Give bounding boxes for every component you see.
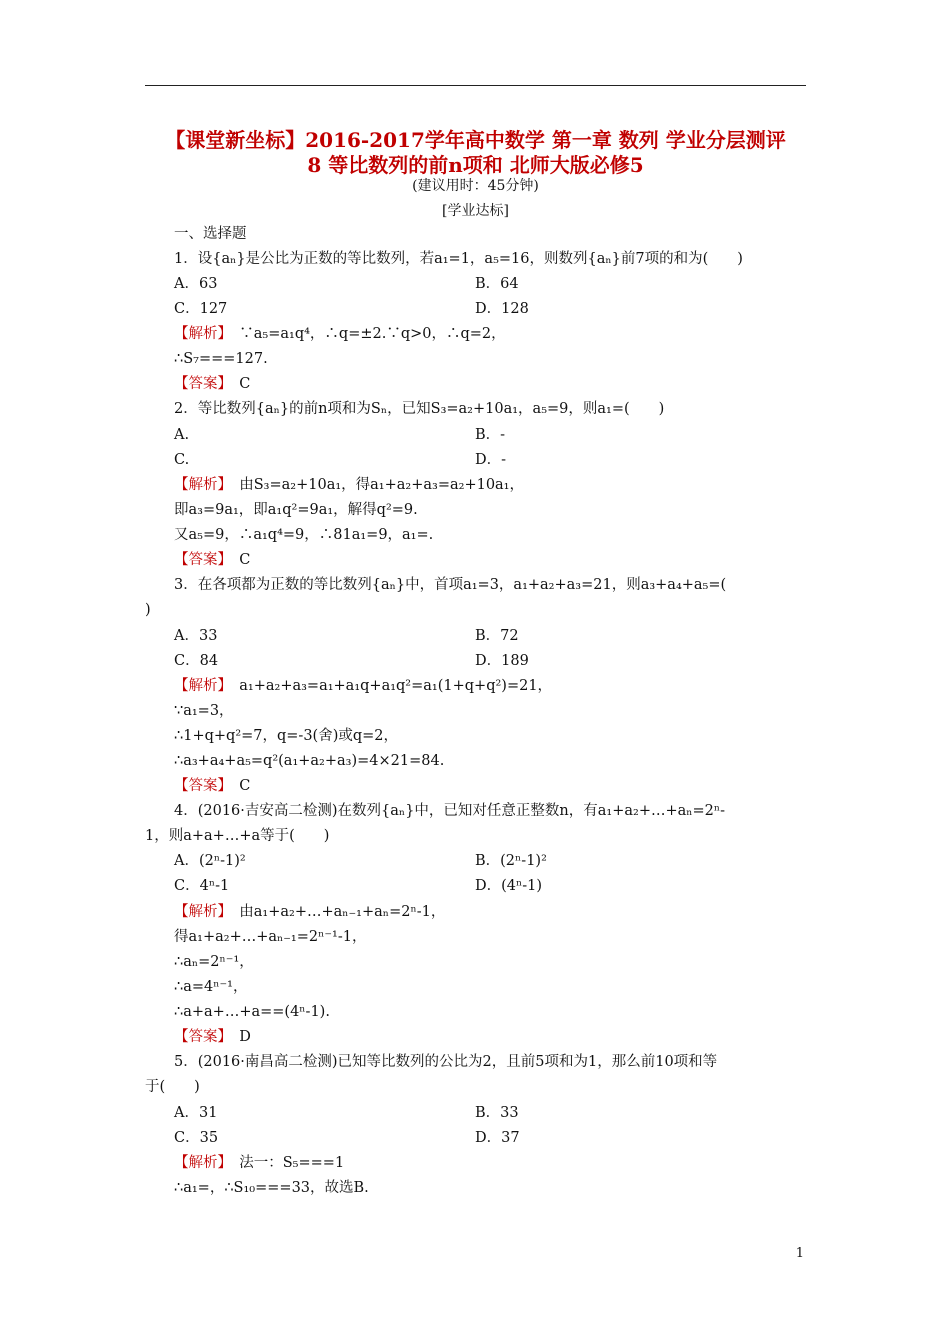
q5-solution-2: ∴a₁=，∴S₁₀===33，故选B. [174,1180,369,1196]
q5-stem-line2: 于( ) [145,1079,200,1095]
q2-solution-2: 即a₃=9a₁，即a₁q²=9a₁，解得q²=9. [174,502,418,518]
q3-stem-line1: 3．在各项都为正数的等比数列{aₙ}中，首项a₁=3，a₁+a₂+a₃=21，则a₃+a₄+a₅=( [174,577,727,593]
q2-option-d: D．- [475,452,507,468]
q3-stem-line2: ) [145,602,151,618]
q3-option-d: D．189 [475,653,529,669]
q2-answer: 【答案】 C [174,552,251,568]
q4-solution-3: ∴aₙ=2ⁿ⁻¹， [174,954,254,970]
q4-option-c: C．4ⁿ-1 [174,878,230,894]
daan-label: 【答案】 [174,376,225,392]
q2-solution-1: 【解析】 由S₃=a₂+10a₁，得a₁+a₂+a₃=a₂+10a₁， [174,477,524,493]
q2-option-c: C. [174,452,190,468]
q3-solution-4: ∴a₃+a₄+a₅=q²(a₁+a₂+a₃)=4×21=84. [174,753,445,769]
q4-option-b: B．(2ⁿ-1)² [475,853,547,869]
q1-option-c: C．127 [174,301,228,317]
q3-option-b: B．72 [475,628,519,644]
q4-solution-1: 【解析】 由a₁+a₂+…+aₙ₋₁+aₙ=2ⁿ-1， [174,904,446,920]
q3-option-a: A．33 [174,628,218,644]
q5-option-d: D．37 [475,1130,520,1146]
q4-stem-line1: 4．(2016·吉安高二检测)在数列{aₙ}中，已知对任意正整数n，有a₁+a₂+…+aₙ=2ⁿ- [174,803,726,819]
q1-solution-2: ∴S₇===127. [174,351,268,367]
q1-answer: 【答案】 C [174,376,251,392]
q3-solution-2: ∵a₁=3， [174,703,234,719]
q1-option-d: D．128 [475,301,529,317]
part-heading: 一、选择题 [174,226,247,242]
page-number: 1 [795,1246,804,1261]
q5-option-a: A．31 [174,1105,218,1121]
header-rule [145,85,806,86]
q5-solution-1: 【解析】 法一：S₅===1 [174,1155,345,1171]
q4-answer: 【答案】 D [174,1029,251,1045]
q3-answer: 【答案】 C [174,778,251,794]
q4-solution-5: ∴a+a+…+a==(4ⁿ-1). [174,1004,330,1020]
q3-option-c: C．84 [174,653,219,669]
q5-stem-line1: 5．(2016·南昌高二检测)已知等比数列的公比为2，且前5项和为1，那么前10项和等 [174,1054,718,1070]
doc-title-line2: 8 等比数列的前n项和 北师大版必修5 [307,153,644,177]
q5-option-b: B．33 [475,1105,519,1121]
q2-option-b: B．- [475,427,506,443]
q2-stem: 2．等比数列{aₙ}的前n项和为Sₙ，已知S₃=a₂+10a₁，a₅=9，则a₁=( ) [174,401,665,417]
q1-solution-1: 【解析】 ∵a₅=a₁q⁴，∴q=±2.∵q>0，∴q=2， [174,326,506,342]
q4-option-d: D．(4ⁿ-1) [475,878,543,894]
q1-option-a: A．63 [174,276,218,292]
jiexi-label: 【解析】 [174,326,225,342]
q5-option-c: C．35 [174,1130,219,1146]
q4-stem-line2: 1，则a+a+…+a等于( ) [145,828,330,844]
q1-stem: 1．设{aₙ}是公比为正数的等比数列，若a₁=1，a₅=16，则数列{aₙ}前7项的和为( ) [174,251,743,267]
q2-solution-3: 又a₅=9，∴a₁q⁴=9，∴81a₁=9，a₁=. [174,527,434,543]
q2-option-a: A. [174,427,190,443]
q4-solution-4: ∴a=4ⁿ⁻¹， [174,979,248,995]
q4-option-a: A．(2ⁿ-1)² [174,853,246,869]
section-heading: [学业达标] [442,203,509,219]
doc-title-line1: 【课堂新坐标】2016-2017学年高中数学 第一章 数列 学业分层测评 [165,128,786,152]
q1-option-b: B．64 [475,276,519,292]
q4-solution-2: 得a₁+a₂+…+aₙ₋₁=2ⁿ⁻¹-1， [174,929,367,945]
q3-solution-1: 【解析】 a₁+a₂+a₃=a₁+a₁q+a₁q²=a₁(1+q+q²)=21， [174,678,553,694]
q3-solution-3: ∴1+q+q²=7，q=-3(舍)或q=2， [174,728,399,744]
suggested-time: (建议用时：45分钟) [412,178,539,194]
